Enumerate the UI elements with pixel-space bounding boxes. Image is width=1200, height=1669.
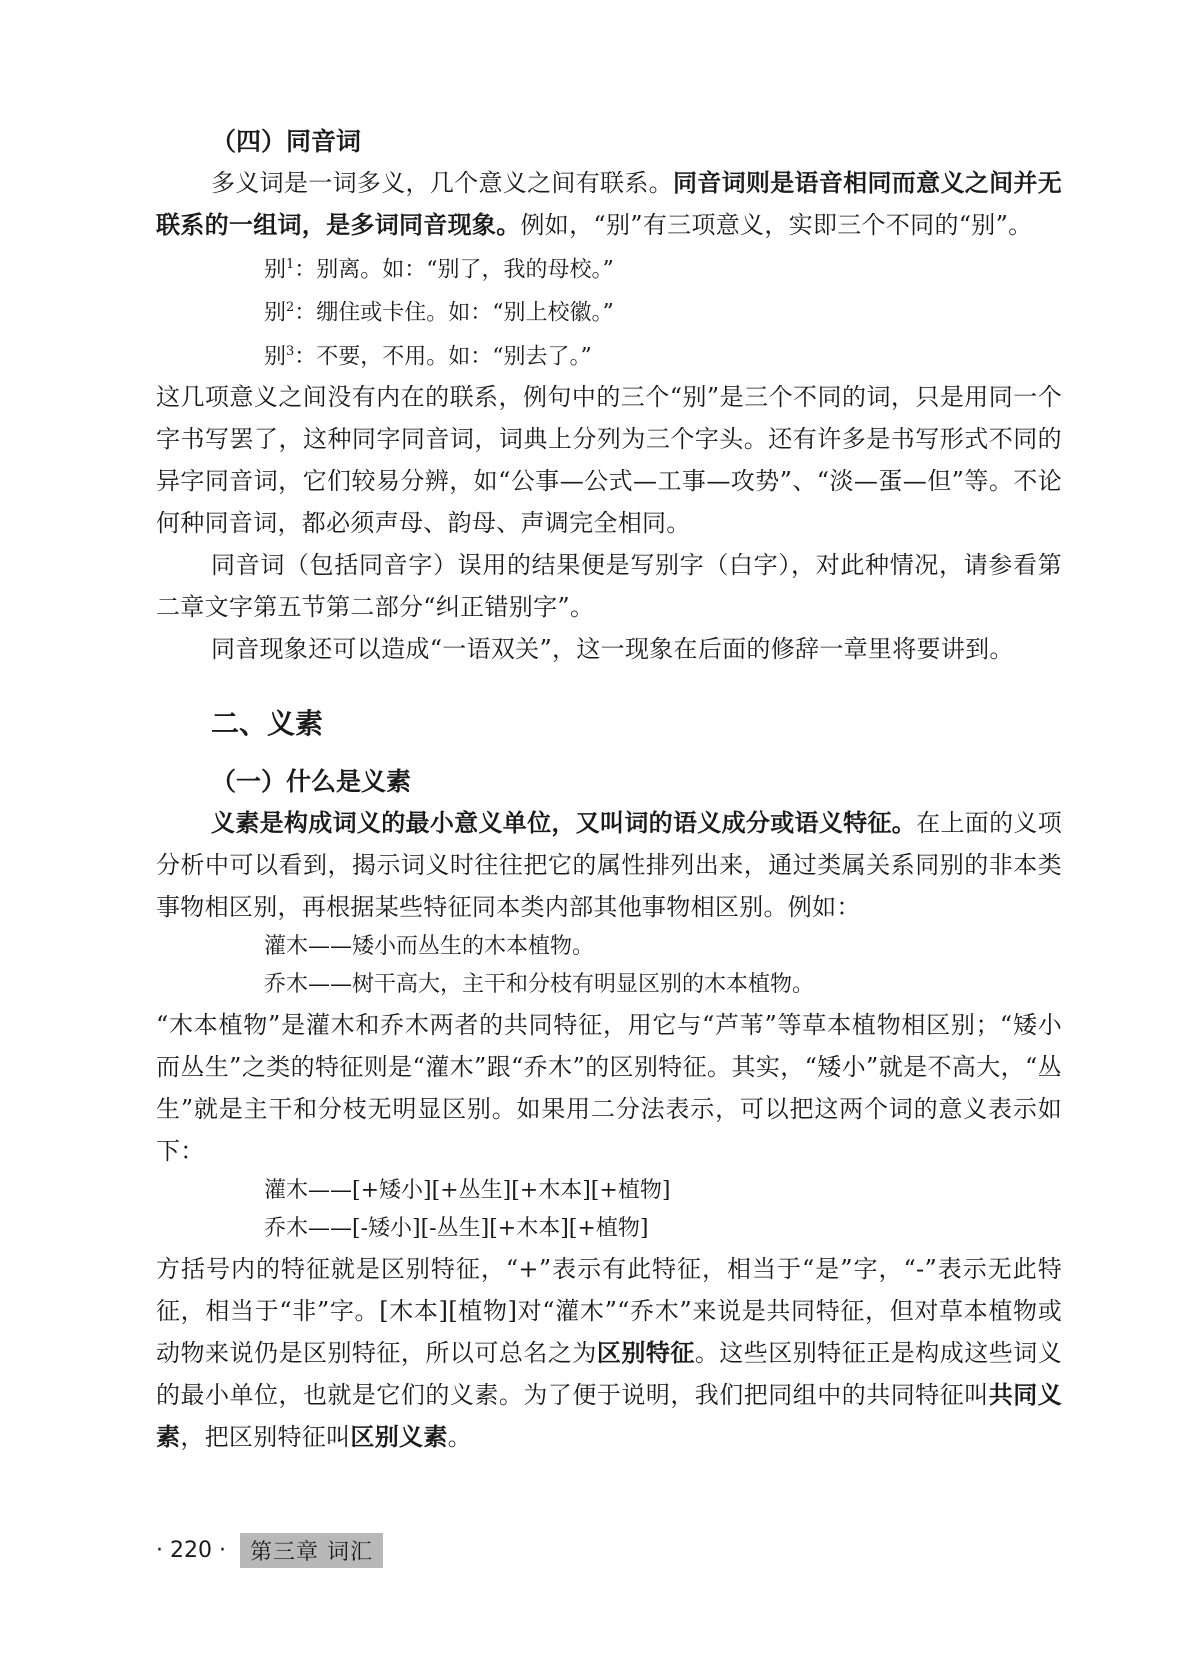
subsection-heading-what-is-sememe: （一）什么是义素	[211, 766, 412, 796]
page-footer	[156, 1533, 383, 1568]
text: 例如，“别”有三项意义，实即三个不同的“别”。	[520, 211, 1033, 239]
example-text: ：不要，不用。如：“别去了。”	[294, 343, 592, 369]
section-heading-sememe: 二、义素	[211, 706, 324, 740]
example-bie-1	[264, 246, 1062, 289]
superscript: 1	[286, 257, 295, 272]
text: 在上面的义项分析中可以看到，揭示词义时往往把它的属性排列出来，通过类属关系同别的非本类事物相区别，再根据某些特征同本类内部其他事物相区别。例如：	[156, 808, 1062, 921]
text: 多义词是一词多义，几个意义之间有联系。	[211, 169, 673, 197]
bold-term: 共同义素	[156, 1380, 1063, 1451]
text: 方括号内的特征就是区别特征，“+”表示有此特征，相当于“是”字，“-”表示无此特征，相当于“非”字。[木本][植物]对“灌木”“乔木”来说是共同特征，但对草本植物或动物来说仍是区别特征，所以可总名之为	[156, 1254, 1062, 1367]
bold-definition: 同音词则是语音相同而意义之间并无联系的一组词，是多词同音现象。	[156, 169, 1062, 239]
example-text: ：别离。如：“别了，我的母校。”	[294, 257, 614, 283]
text: ，把区别特征叫	[180, 1422, 351, 1451]
example-word: 别	[264, 300, 287, 326]
page-number: · 220 ·	[156, 1538, 226, 1563]
superscript: 2	[286, 300, 295, 316]
text: 。这些区别特征正是构成这些词义的最小单位，也就是它们的义素。为了便于说明，我们把同组中的共同特征叫	[156, 1338, 1062, 1409]
example-shrub-definition: 灌木——矮小而丛生的木本植物。	[264, 933, 595, 959]
example-text: ：绷住或卡住。如：“别上校徽。”	[294, 300, 614, 326]
example-word: 别	[264, 257, 287, 283]
bold-term: 区别义素	[350, 1422, 448, 1451]
paragraph-homophones-definition	[156, 162, 1062, 246]
content	[156, 122, 1062, 1458]
paragraph-homophones-misuse: 同音词（包括同音字）误用的结果便是写别字（白字），对此种情况，请参看第二章文字第五节第二部分“纠正错别字”。	[156, 550, 1062, 621]
example-tree-definition: 乔木——树干高大，主干和分枝有明显区别的木本植物。	[264, 971, 815, 997]
example-word: 别	[264, 343, 287, 369]
example-bie-2	[264, 289, 1062, 332]
bold-definition: 义素是构成词义的最小意义单位，又叫词的语义成分或语义特征。	[211, 808, 917, 837]
paragraph-sememe-definition	[156, 802, 1062, 928]
example-tree-features: 乔木——[-矮小][-丛生][+木本][+植物]	[264, 1215, 649, 1241]
paragraph-homophones-explanation: 这几项意义之间没有内在的联系，例句中的三个“别”是三个不同的词，只是用同一个字书写罢了，这种同字同音词，词典上分列为三个字头。还有许多是书写形式不同的异字同音词，它们较易分辨，如“公事—公式—工事—攻势”、“淡—蛋—但”等。不论何种同音词，都必须声母、韵母、声调完全相同。	[156, 382, 1062, 537]
example-shrub-features: 灌木——[+矮小][+丛生][+木本][+植物]	[264, 1177, 671, 1203]
paragraph-shared-features: “木本植物”是灌木和乔木两者的共同特征，用它与“芦苇”等草本植物相区别；“矮小而丛生”之类的特征则是“灌木”跟“乔木”的区别特征。其实，“矮小”就是不高大，“丛生”就是主干和分枝无明显区别。如果用二分法表示，可以把这两个词的意义表示如下：	[156, 1010, 1062, 1165]
superscript: 3	[286, 343, 295, 359]
paragraph-distinguishing-features	[156, 1248, 1062, 1458]
bold-term: 区别特征	[596, 1338, 695, 1367]
example-bie-3	[264, 333, 1062, 376]
text: 。	[447, 1422, 472, 1451]
section-heading-homophones: （四）同音词	[211, 127, 362, 156]
paragraph-homophones-pun: 同音现象还可以造成“一语双关”，这一现象在后面的修辞一章里将要讲到。	[211, 634, 1014, 663]
chapter-label: 第三章 词汇	[240, 1533, 383, 1568]
